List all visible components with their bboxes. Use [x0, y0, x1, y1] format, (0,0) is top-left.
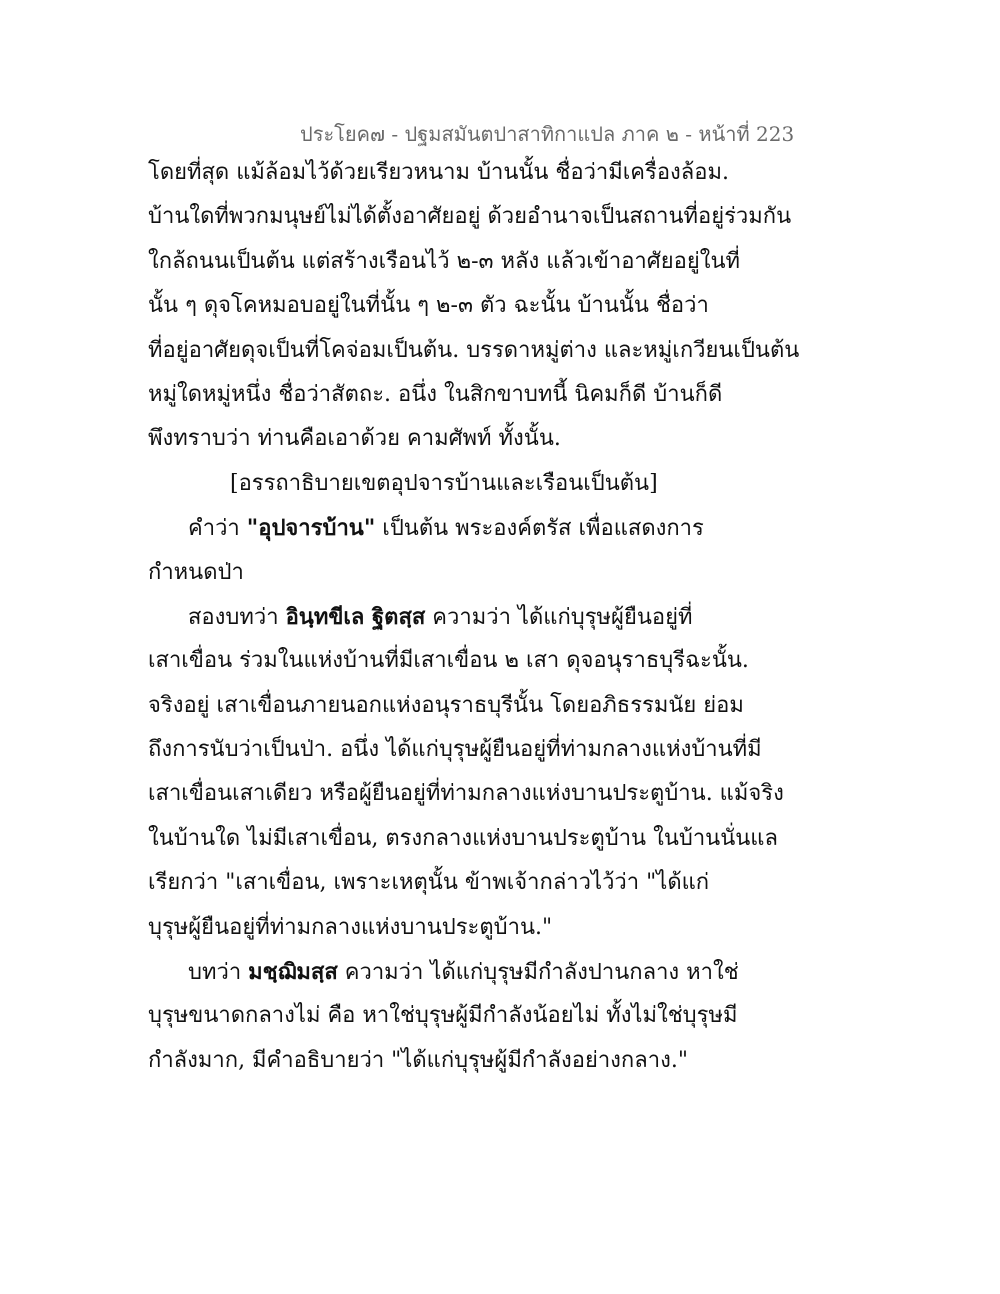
text-line: ถึงการนับว่าเป็นป่า. อนึ่ง ได้แก่บุรุษผู้ยืนอยู่ที่ท่ามกลางแห่งบ้านที่มี: [148, 737, 762, 763]
line-text: ความว่า ได้แก่บุรุษผู้ยืนอยู่ที่: [425, 604, 693, 630]
bold-term: มชฺฌิมสฺส: [248, 959, 338, 986]
running-header: ประโยค๗ - ปฐมสมันตปาสาทิกาแปล ภาค ๒ - หน้าที่ 223: [300, 122, 795, 146]
body-text: [148, 158, 800, 1090]
text-line: บ้านใดที่พวกมนุษย์ไม่ได้ตั้งอาศัยอยู่ ด้วยอำนาจเป็นสถานที่อยู่ร่วมกัน: [148, 204, 792, 230]
text-line: กำหนดป่า: [148, 559, 244, 585]
bold-term: "อุปจารบ้าน": [246, 515, 376, 542]
text-line: ในบ้านใด ไม่มีเสาเขื่อน, ตรงกลางแห่งบานประตูบ้าน ในบ้านนั่นแล: [148, 825, 778, 851]
paragraph-line: [148, 957, 748, 1001]
section-heading: [อรรถาธิบายเขตอุปจารบ้านและเรือนเป็นต้น]: [230, 470, 658, 496]
text-line: เรียกว่า "เสาเขื่อน, เพราะเหตุนั้น ข้าพเจ้ากล่าวไว้ว่า "ได้แก่: [148, 870, 710, 896]
bold-term: อินฺทขีเล ฐิตสฺส: [285, 603, 426, 630]
text-line: นั้น ๆ ดุจโคหมอบอยู่ในที่นั้น ๆ ๒-๓ ตัว ฉะนั้น บ้านนั้น ชื่อว่า: [148, 293, 709, 319]
text-line: เสาเขื่อน ร่วมในแห่งบ้านที่มีเสาเขื่อน ๒ เสา ดุจอนุราธบุรีฉะนั้น.: [148, 648, 749, 674]
text-line: บุรุษขนาดกลางไม่ คือ หาใช่บุรุษผู้มีกำลังน้อยไม่ ทั้งไม่ใช่บุรุษมี: [148, 1003, 738, 1029]
line-text: บทว่า: [188, 960, 249, 986]
text-line: พึงทราบว่า ท่านคือเอาด้วย คามศัพท์ ทั้งนั้น.: [148, 426, 561, 452]
text-line: หมู่ใดหมู่หนึ่ง ชื่อว่าสัตถะ. อนึ่ง ในสิกขาบทนี้ นิคมก็ดี บ้านก็ดี: [148, 381, 723, 407]
text-line: บุรุษผู้ยืนอยู่ที่ท่ามกลางแห่งบานประตูบ้าน.": [148, 914, 553, 940]
line-text: ความว่า ได้แก่บุรุษมีกำลังปานกลาง หาใช่: [337, 960, 739, 986]
line-text: เป็นต้น พระองค์ตรัส เพื่อแสดงการ: [375, 516, 704, 542]
text-line: ที่อยู่อาศัยดุจเป็นที่โคจ่อมเป็นต้น. บรรดาหมู่ต่าง และหมู่เกวียนเป็นต้น: [148, 337, 800, 363]
line-text: สองบทว่า: [188, 604, 286, 630]
text-line: เสาเขื่อนเสาเดียว หรือผู้ยืนอยู่ที่ท่ามกลางแห่งบานประตูบ้าน. แม้จริง: [148, 781, 784, 807]
text-line: จริงอยู่ เสาเขื่อนภายนอกแห่งอนุราธบุรีนั้น โดยอภิธรรมนัย ย่อม: [148, 692, 744, 718]
text-line: โดยที่สุด แม้ล้อมไว้ด้วยเรียวหนาม บ้านนั้น ชื่อว่ามีเครื่องล้อม.: [148, 160, 729, 185]
line-text: คำว่า: [188, 516, 247, 542]
text-line: ใกล้ถนนเป็นต้น แต่สร้างเรือนไว้ ๒-๓ หลัง แล้วเข้าอาศัยอยู่ในที่: [148, 248, 741, 274]
paragraph-line: [148, 602, 748, 646]
paragraph-line: [148, 513, 748, 557]
text-line: กำลังมาก, มีคำอธิบายว่า "ได้แก่บุรุษผู้มีกำลังอย่างกลาง.": [148, 1047, 688, 1073]
